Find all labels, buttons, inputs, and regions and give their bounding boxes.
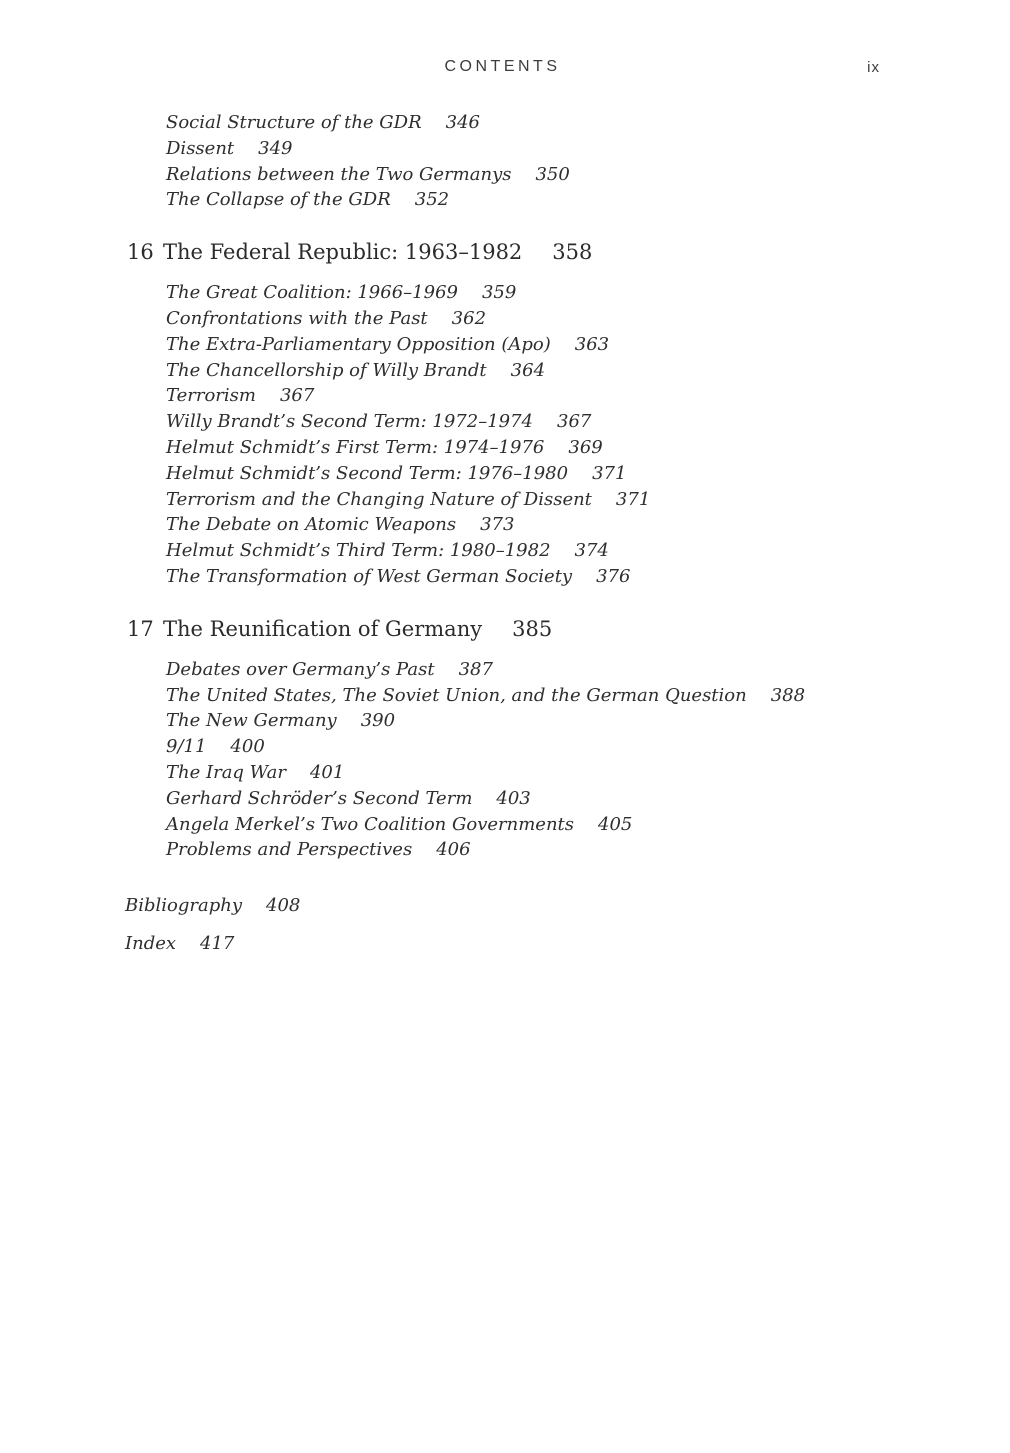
chapter-title: The Reunification of Germany [163,616,483,641]
toc-entry [166,409,880,435]
toc-entry [166,512,880,538]
toc-entry-page-number: 371 [615,488,651,510]
toc-entry-label: The Chancellorship of Willy Brandt [166,359,487,381]
toc-entry-label: Problems and Perspectives [166,839,413,861]
toc-entry-page-number: 374 [574,540,609,562]
toc-entry [166,812,880,838]
toc-entry [166,837,880,863]
folio-page-number: ix [867,59,880,76]
toc-entry-page-number: 367 [557,411,592,433]
toc-entry [166,683,880,709]
toc-entry [166,461,880,487]
toc-entry [166,564,880,590]
leading-section-entries [166,110,880,213]
toc-entry [166,280,880,306]
toc-entry-label: Terrorism and the Changing Nature of Dissent [166,488,592,510]
toc-entry-label: The Collapse of the GDR [166,189,391,211]
toc-entry [166,538,880,564]
toc-entry-page-number: 359 [481,282,517,304]
toc-entry-page-number: 403 [496,787,531,809]
toc-entry [166,708,880,734]
chapter-number: 17 [127,616,154,641]
toc-entry-label: Gerhard Schröder’s Second Term [166,787,473,809]
toc-entry-page-number: 417 [200,933,235,955]
toc-entry-label: Social Structure of the GDR [166,112,422,133]
toc-entry [166,187,880,213]
toc-entry-label: Helmut Schmidt’s First Term: 1974–1976 [166,436,545,458]
toc-entry-label: Helmut Schmidt’s Second Term: 1976–1980 [166,462,569,484]
chapter-heading [127,616,880,642]
toc-entry-page-number: 387 [458,658,493,680]
toc-entry-page-number: 371 [592,462,627,484]
toc-entry [166,435,880,461]
toc-entry-page-number: 350 [535,163,570,185]
toc-entry [166,734,880,760]
toc-entry-label: Willy Brandt’s Second Term: 1972–1974 [166,411,534,433]
toc-entry-page-number: 352 [414,189,450,211]
back-matter-entry [125,931,880,957]
toc-entry-label: The New Germany [166,710,337,732]
toc-entry-label: Index [125,933,177,955]
chapter-section-entries [166,657,880,863]
toc-entry-label: The Debate on Atomic Weapons [166,514,457,536]
toc-entry-label: The Transformation of West German Society [166,565,573,587]
toc-entry-label: Confrontations with the Past [166,307,428,329]
chapter-page-number: 385 [512,616,553,641]
toc-entry-page-number: 388 [770,684,806,706]
toc-entry-page-number: 400 [230,736,265,758]
toc-entry [166,786,880,812]
toc-entry [166,760,880,786]
toc-entry [166,657,880,683]
toc-entry-label: 9/11 [166,736,207,758]
toc-entry-label: The Great Coalition: 1966–1969 [166,282,458,304]
toc-entry-label: Angela Merkel’s Two Coalition Governments [166,813,575,835]
toc-entry [166,162,880,188]
toc-entry [166,110,880,136]
toc-entry-page-number: 401 [309,761,345,783]
toc-entry [166,306,880,332]
toc-entry-page-number: 406 [436,839,471,861]
toc-entry-label: Terrorism [166,385,256,407]
toc-entry-page-number: 390 [360,710,396,732]
toc-entry-page-number: 369 [568,436,603,458]
toc-entry [166,332,880,358]
toc-entry-page-number: 364 [510,359,546,381]
toc-entry-page-number: 376 [596,565,631,587]
toc-entry [166,487,880,513]
toc-entry [166,383,880,409]
toc-entry-label: Relations between the Two Germanys [166,163,512,185]
chapter-number: 16 [127,240,154,265]
toc-entry-page-number: 363 [574,333,610,355]
toc-entry-page-number: 408 [266,895,301,917]
toc-entry-page-number: 362 [451,307,487,329]
toc-entry-label: Dissent [166,137,235,159]
toc-entry-label: The United States, The Soviet Union, and the German Question [166,684,747,706]
toc-entry-label: Helmut Schmidt’s Third Term: 1980–1982 [166,540,551,562]
toc-entry-page-number: 373 [480,514,515,536]
toc-entry [166,358,880,384]
toc-entry-label: The Extra-Parliamentary Opposition (Apo) [166,333,551,355]
toc-entry-page-number: 405 [598,813,633,835]
chapter-section-entries [166,280,880,590]
back-matter-entry [125,893,880,919]
toc-entry-page-number: 349 [258,137,293,159]
chapter-heading [127,239,880,265]
running-head [125,58,880,80]
toc-entry-page-number: 346 [445,112,481,133]
toc-entry-label: Debates over Germany’s Past [166,658,435,680]
toc-entry-label: Bibliography [125,895,242,917]
page-title: CONTENTS [444,58,561,75]
toc-entry [166,136,880,162]
chapter-title: The Federal Republic: 1963–1982 [163,240,523,265]
table-of-contents [125,110,880,957]
chapter-page-number: 358 [552,240,593,265]
toc-entry-page-number: 367 [279,385,315,407]
toc-entry-label: The Iraq War [166,761,286,783]
